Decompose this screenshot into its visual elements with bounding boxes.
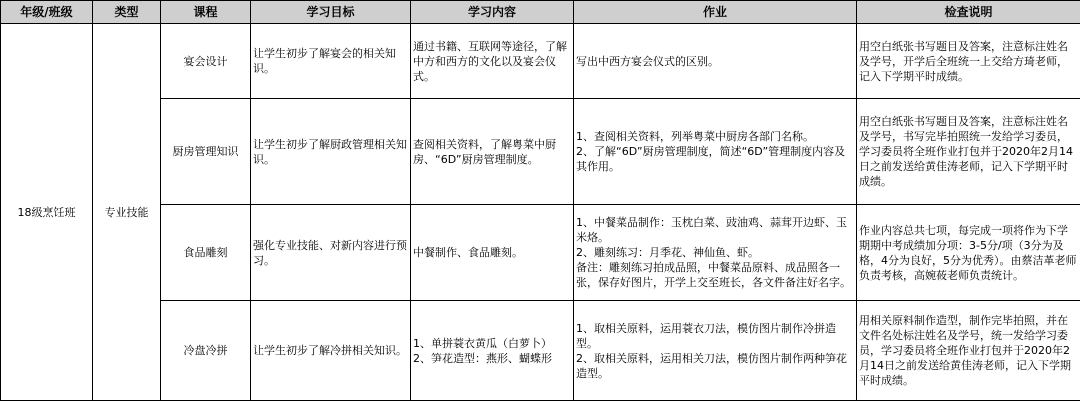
check-cell: 用空白纸张书写题目及答案，注意标注姓名及学号，开学后全班统一上交给方琦老师，记入下学期平时成绩。 (857, 24, 1080, 99)
content-cell: 通过书籍、互联网等途径，了解中方和西方的文化以及宴会仪式。 (411, 24, 574, 99)
header-goal: 学习目标 (251, 1, 411, 24)
course-cell: 厨房管理知识 (161, 99, 251, 205)
header-content: 学习内容 (411, 1, 574, 24)
type-cell: 专业技能 (93, 24, 161, 401)
goal-cell: 强化专业技能、对新内容进行预习。 (251, 205, 411, 301)
check-cell: 用空白纸张书写题目及答案，注意标注姓名及学号，书写完毕拍照统一发给学习委员，学习委员将全班作业打包并于2020年2月14日之前发送给黄佳涛老师，记入下学期平时成绩。 (857, 99, 1080, 205)
homework-cell: 1、中餐菜品制作：玉枕白菜、豉油鸡、蒜茸开边虾、玉米烙。 2、雕刻练习：月季花、神仙鱼、虾。 备注：雕刻练习拍成品照，中餐菜品原料、成品照各一张，保存好图片，开学上交至班长，各文件备注好名字。 (574, 205, 857, 301)
header-type: 类型 (93, 1, 161, 24)
header-row (1, 1, 1080, 24)
goal-cell: 让学生初步了解宴会的相关知识。 (251, 24, 411, 99)
content-cell: 1、单拼蓑衣黄瓜（白萝卜） 2、笋花造型：燕形、蝴蝶形 (411, 301, 574, 401)
table-row (1, 301, 1080, 401)
check-cell: 用相关原料制作造型，制作完毕拍照，并在文件名处标注姓名及学号，统一发给学习委员，学习委员将全班作业打包并于2020年2月14日之前发送给黄佳涛老师，记入下学期平时成绩。 (857, 301, 1080, 401)
content-cell: 查阅相关资料，了解粤菜中厨房、“6D”厨房管理制度。 (411, 99, 574, 205)
course-cell: 食品雕刻 (161, 205, 251, 301)
header-course: 课程 (161, 1, 251, 24)
content-cell: 中餐制作、食品雕刻。 (411, 205, 574, 301)
header-homework: 作业 (574, 1, 857, 24)
header-grade-class: 年级/班级 (1, 1, 93, 24)
table-row (1, 24, 1080, 99)
header-check: 检查说明 (857, 1, 1080, 24)
homework-cell: 1、取相关原料，运用蓑衣刀法，模仿图片制作冷拼造型。 2、取相关原料，运用相关刀法，模仿图片制作两种笋花造型。 (574, 301, 857, 401)
grade-class-cell: 18级烹饪班 (1, 24, 93, 401)
goal-cell: 让学生初步了解厨政管理相关知识。 (251, 99, 411, 205)
homework-cell: 1、查阅相关资料，列举粤菜中厨房各部门名称。 2、了解“6D”厨房管理制度，简述“6D”管理制度内容及其作用。 (574, 99, 857, 205)
course-cell: 宴会设计 (161, 24, 251, 99)
homework-cell: 写出中西方宴会仪式的区别。 (574, 24, 857, 99)
table-row (1, 205, 1080, 301)
check-cell: 作业内容总共七项，每完成一项将作为下学期期中考成绩加分项：3-5分/项（3分为及格，4分为良好，5分为优秀）。由蔡洁革老师负责考核，高婉莜老师负责统计。 (857, 205, 1080, 301)
table-row (1, 99, 1080, 205)
course-cell: 冷盘冷拼 (161, 301, 251, 401)
goal-cell: 让学生初步了解冷拼相关知识。 (251, 301, 411, 401)
